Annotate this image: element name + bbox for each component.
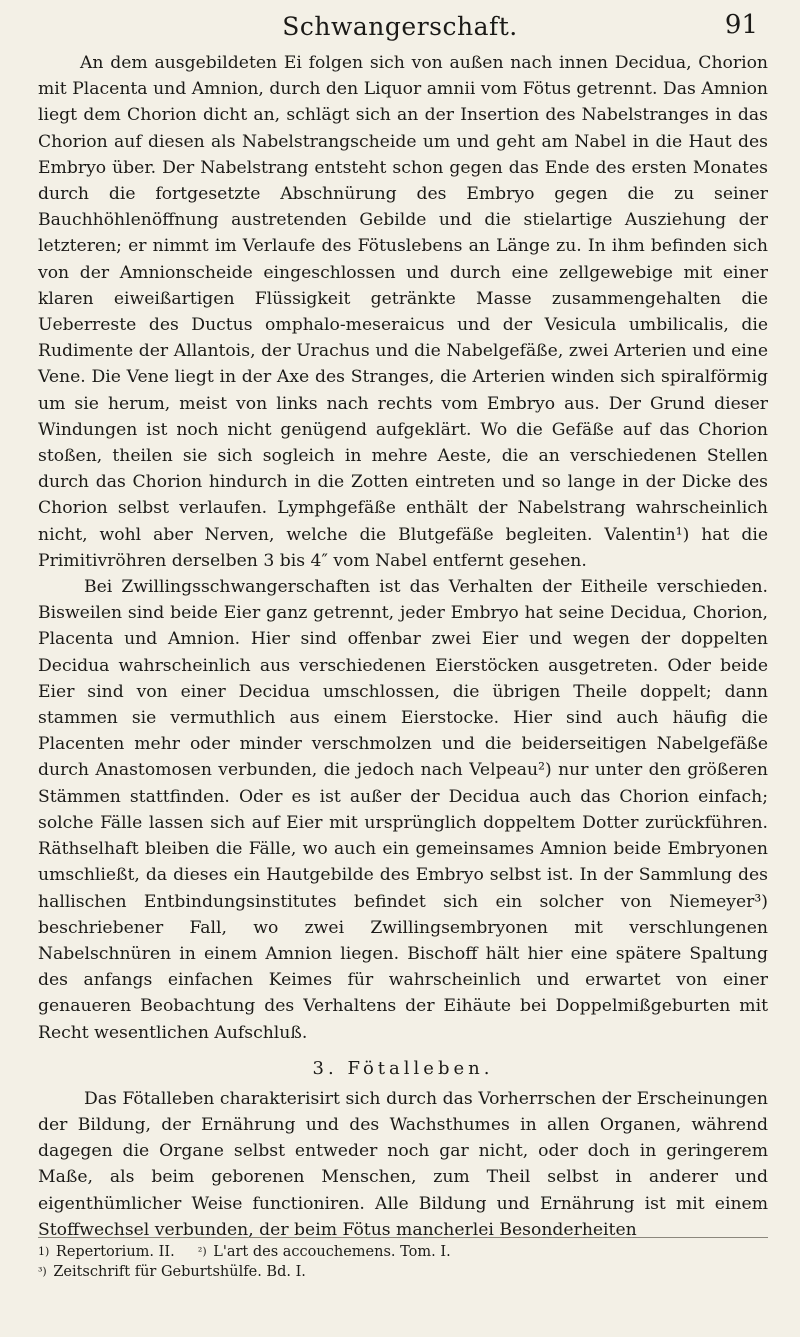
footnote-row [38, 1242, 768, 1262]
footnote-text: Repertorium. II. [55, 1244, 175, 1260]
section-number: 3. [312, 1057, 338, 1079]
paragraph-twin-pregnancies: Bei Zwillingsschwangerschaften ist das Verhalten der Eitheile verschieden. Bisweilen sind beide Eier ganz getrennt, jeder Embryo hat seine Decidua, Chorion, Placenta und Amnion. Hier sind offenbar zwei Eier und wegen der doppelten Decidua wahrscheinlich aus verschiedenen Eierstöcken ausgetreten. Oder beide Eier sind von einer Decidua umschlossen, die übrigen Theile doppelt; dann stammen sie vermuthlich aus einem Eierstocke. Hier sind auch häufig die Placenten mehr oder minder verschmolzen und die beiderseitigen Nabelgefäße durch Anastomosen verbunden, die jedoch nach Velpeau²) nur unter den größeren Stämmen stattfinden. Oder es ist außer der Decidua auch das Chorion einfach; solche Fälle lassen sich auf Eier mit ursprünglich doppeltem Dotter zurückführen. Räthselhaft bleiben die Fälle, wo auch ein gemeinsames Amnion beide Embryonen umschließt, da dieses ein Hautgebilde des Embryo selbst ist. In der Sammlung des hallischen Entbindungsinstitutes befindet sich ein solcher von Niemeyer³) beschriebener Fall, wo zwei Zwillingsembryonen mit verschlungenen Nabelschnüren in einem Amnion liegen. Bischoff hält hier eine spätere Spaltung des anfangs einfachen Keimes für wahrscheinlich und erwartet von einer genaueren Beobachtung des Verhaltens der Eihäute bei Doppelmißgeburten mit Recht wesentlichen Aufschluß. [38, 577, 768, 1043]
footnote-marker: ²) [197, 1245, 207, 1258]
paragraph-egg-membranes: An dem ausgebildeten Ei folgen sich von außen nach innen Decidua, Chorion mit Placenta und Amnion, durch den Liquor amnii vom Fötus getrennt. Das Amnion liegt dem Chorion dicht an, schlägt sich an der Insertion des Nabelstranges in das Chorion auf diesen als Nabelstrangscheide um und geht am Nabel in die Haut des Embryo über. Der Nabelstrang entsteht schon gegen das Ende des ersten Monates durch die fortgesetzte Abschnürung des Embryo gegen die zu seiner Bauchhöhlenöffnung austretenden Gebilde und die stielartige Ausziehung der letzteren; er nimmt im Verlaufe des Fötuslebens an Länge zu. In ihm befinden sich von der Amnionscheide eingeschlossen und durch eine zellgewebige mit einer klaren eiweißartigen Flüssigkeit getränkte Masse zusammengehalten die Ueberreste des Ductus omphalo-meseraicus und der Vesicula umbilicalis, die Rudimente der Allantois, der Urachus und die Nabelgefäße, zwei Arterien und eine Vene. Die Vene liegt in der Axe des Stranges, die Arterien winden sich spiralförmig um sie herum, meist von links nach rechts vom Embryo aus. Der Grund dieser Windungen ist noch nicht genügend aufgeklärt. Wo die Gefäße auf das Chorion stoßen, theilen sie sich sogleich in mehre Aeste, die an verschiedenen Stellen durch das Chorion hindurch in die Zotten eintreten und so lange in der Dicke des Chorion selbst verlaufen. Lymphgefäße enthält der Nabelstrang wahrscheinlich nicht, wohl aber Nerven, welche die Blutgefäße begleiten. Valentin¹) hat die Primitivröhren derselben 3 bis 4″ vom Nabel entfernt gesehen. [38, 53, 768, 571]
section-heading [38, 1056, 768, 1082]
paragraph-fetal-life: Das Fötalleben charakterisirt sich durch das Vorherrschen der Erscheinungen der Bildung, der Ernährung und des Wachsthumes in allen Organen, während dagegen die Organe selbst entweder noch gar nicht, oder doch in geringerem Maße, als beim geborenen Menschen, zum Theil selbst in anderer und eigenthümlicher Weise functioniren. Alle Bildung und Ernährung ist mit einem Stoffwechsel verbunden, der beim Fötus mancherlei Besonderheiten [38, 1088, 768, 1240]
footnote-row [38, 1262, 768, 1282]
page-number: 91 [724, 10, 758, 40]
section-title: Fötalleben. [347, 1057, 494, 1079]
footnote-text: Zeitschrift für Geburtshülfe. Bd. I. [53, 1264, 306, 1280]
footnotes [38, 1237, 768, 1282]
footnote-marker: ³) [38, 1265, 47, 1278]
footnote-text: L'art des accouchemens. Tom. I. [213, 1244, 451, 1260]
footnote-marker: 1) [38, 1245, 50, 1258]
page-header [0, 4, 800, 50]
running-head: Schwangerschaft. [282, 12, 518, 41]
body-text [38, 50, 768, 1243]
